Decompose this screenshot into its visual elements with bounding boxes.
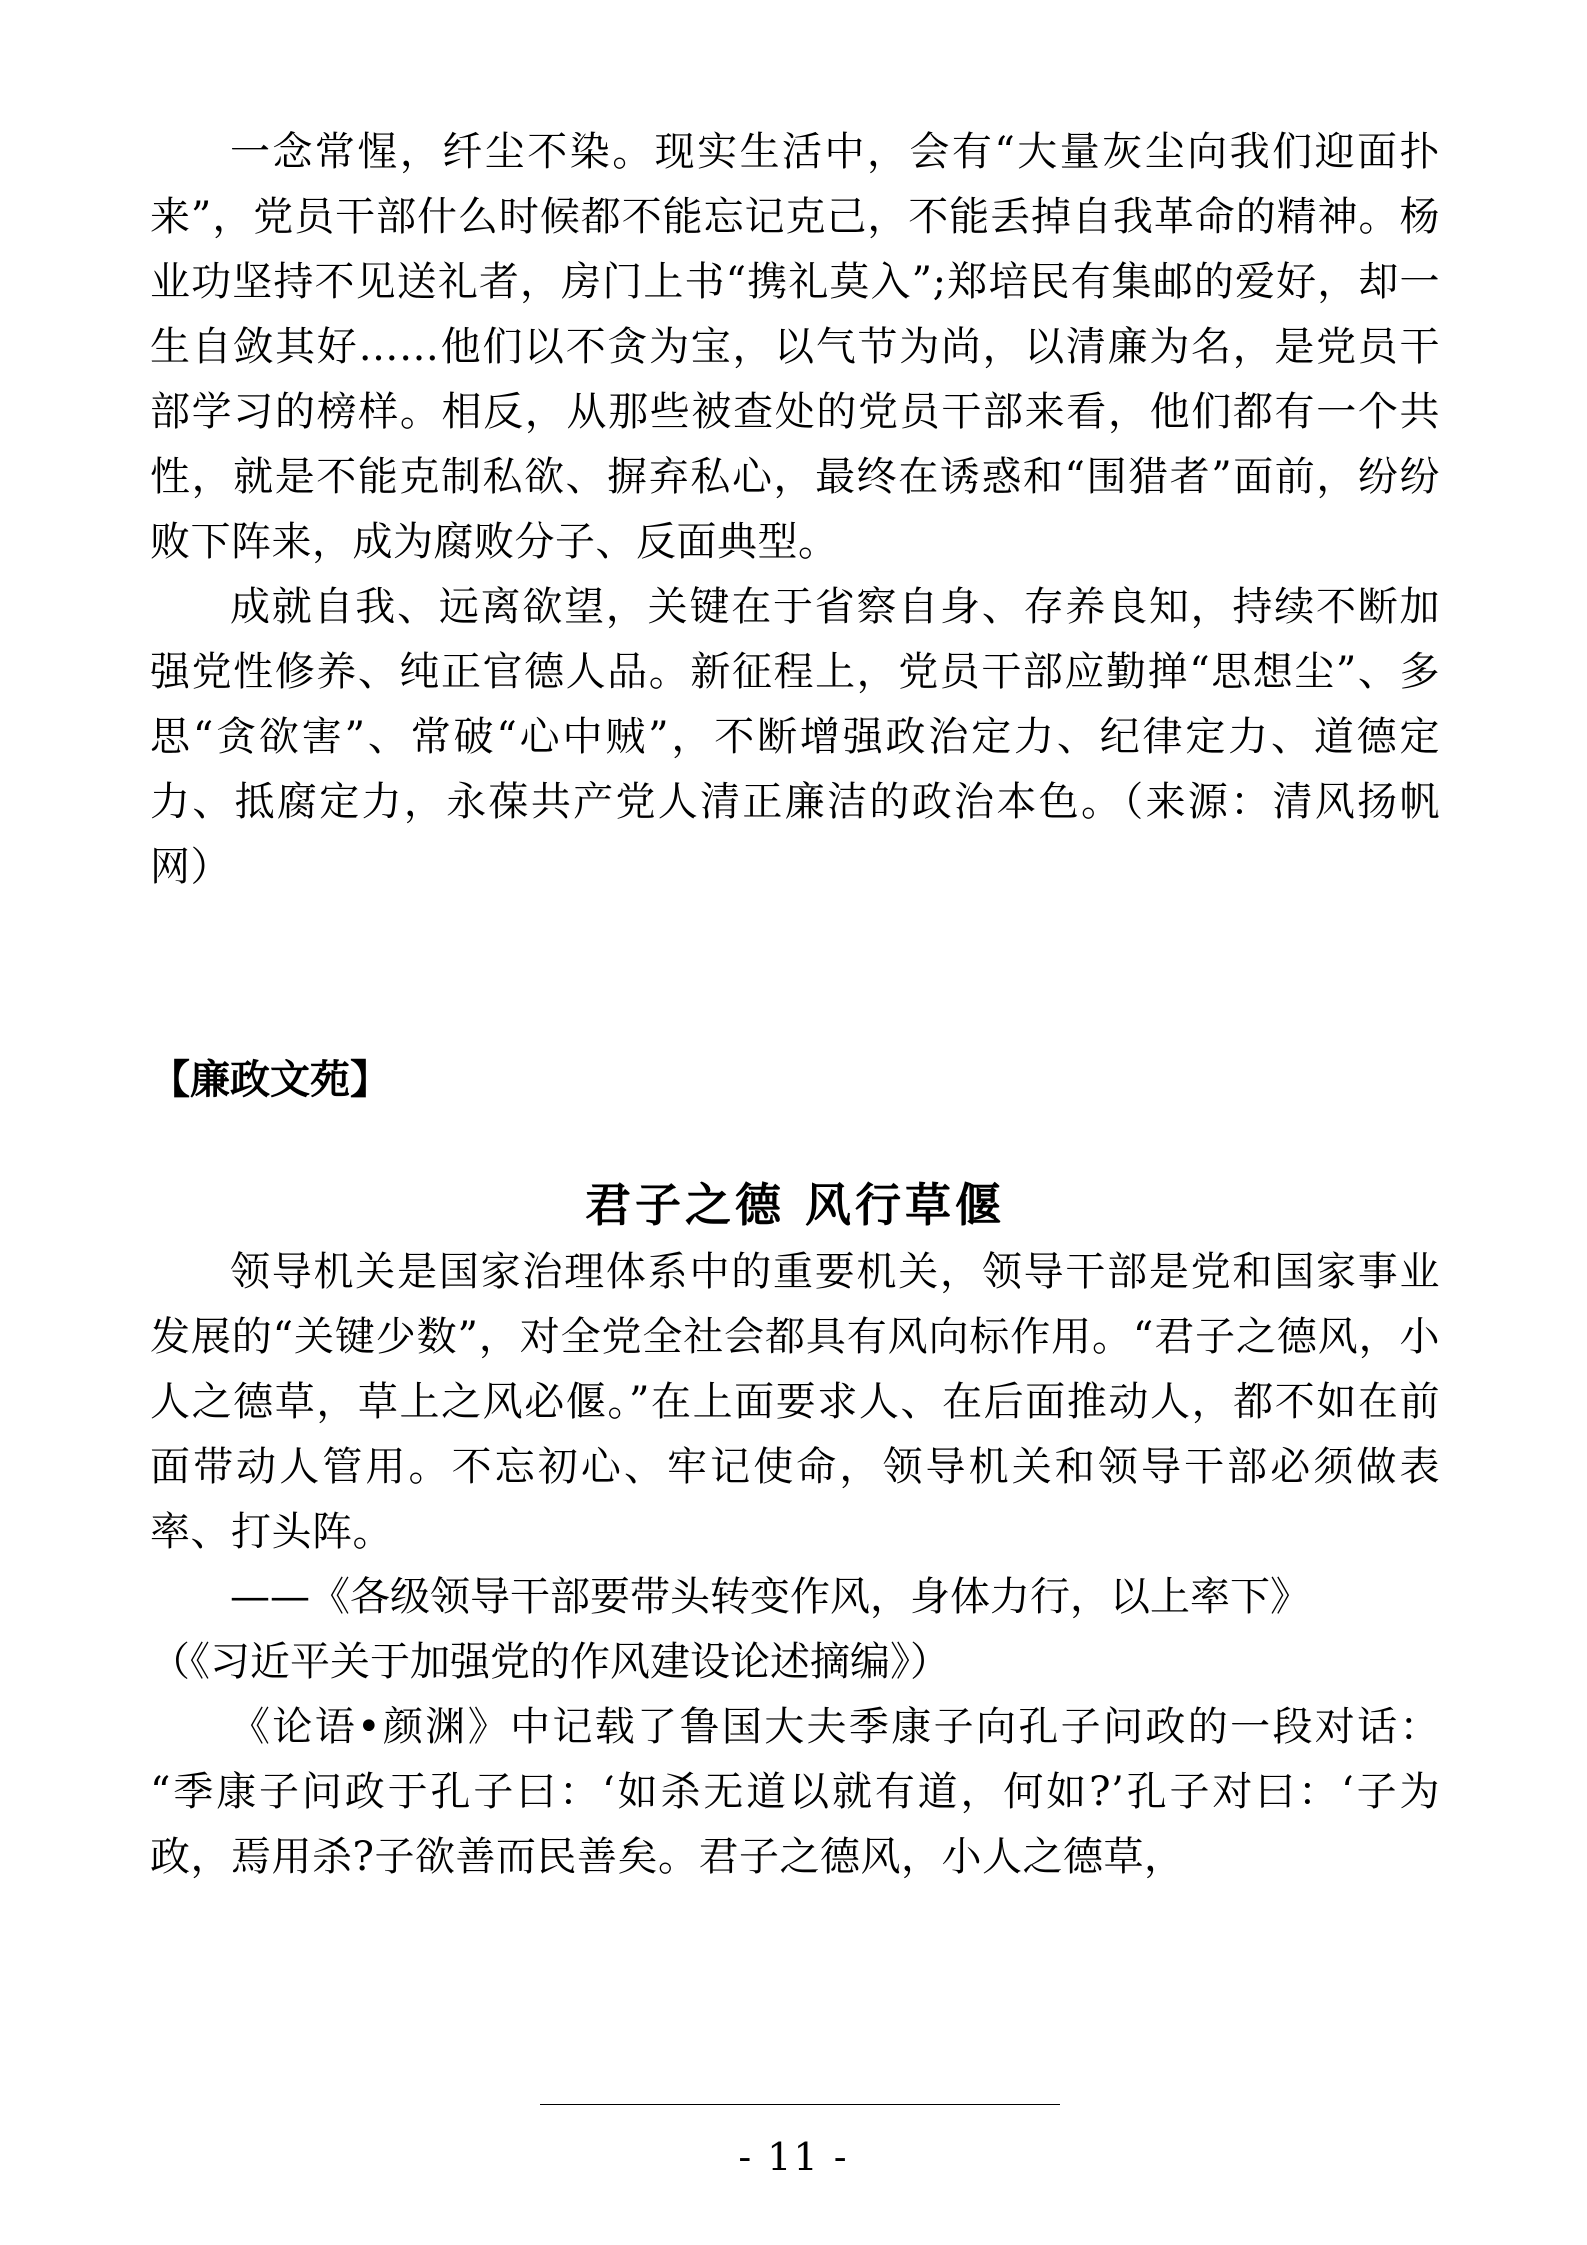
quote-source-line-2: （《习近平关于加强党的作风建设论述摘编》） bbox=[150, 1639, 950, 1685]
page-number: - 11 - bbox=[738, 2135, 849, 2179]
title-spacer bbox=[150, 1110, 1440, 1170]
article-lead-paragraph: 领导机关是国家治理体系中的重要机关，领导干部是党和国家事业发展的“关键少数”，对全党全社会都具有风向标作用。“君子之德风，小人之德草，草上之风必偃。”在上面要求人、在后面推动人，都不如在前面带动人管用。不忘初心、牢记使命，领导机关和领导干部必须做表率、打头阵。 bbox=[150, 1249, 1440, 1555]
paragraph-2: 成就自我、远离欲望，关键在于省察自身、存养良知，持续不断加强党性修养、纯正官德人品。新征程上，党员干部应勤掸“思想尘”、多思“贪欲害”、常破“心中贼”，不断增强政治定力、纪律定力、道德定力、抵腐定力，永葆共产党人清正廉洁的政治本色。（来源：清风扬帆网） bbox=[150, 584, 1440, 890]
article-title: 君子之德 风行草偃 bbox=[584, 1178, 1005, 1232]
section-tag: 【廉政文苑】 bbox=[150, 1056, 390, 1103]
article-body-paragraph: 《论语•颜渊》中记载了鲁国大夫季康子向孔子问政的一段对话：“季康子问政于孔子曰：‘如杀无道以就有道，何如?’孔子对曰：‘子为政，焉用杀?子欲善而民善矣。君子之德风，小人之德草， bbox=[150, 1704, 1440, 1880]
quote-source-line-1: ——《各级领导干部要带头转变作风，身体力行，以上率下》 bbox=[230, 1574, 1310, 1620]
section-spacer bbox=[150, 900, 1440, 1050]
page-content bbox=[150, 120, 1440, 1890]
paragraph-1: 一念常惺，纤尘不染。现实生活中，会有“大量灰尘向我们迎面扑来”，党员干部什么时候都不能忘记克己，不能丢掉自我革命的精神。杨业功坚持不见送礼者，房门上书“携礼莫入”;郑培民有集邮的爱好，却一生自敛其好……他们以不贪为宝，以气节为尚，以清廉为名，是党员干部学习的榜样。相反，从那些被查处的党员干部来看，他们都有一个共性，就是不能克制私欲、摒弃私心，最终在诱惑和“围猎者”面前，纷纷败下阵来，成为腐败分子、反面典型。 bbox=[150, 129, 1440, 565]
footer-divider bbox=[540, 2104, 1060, 2105]
